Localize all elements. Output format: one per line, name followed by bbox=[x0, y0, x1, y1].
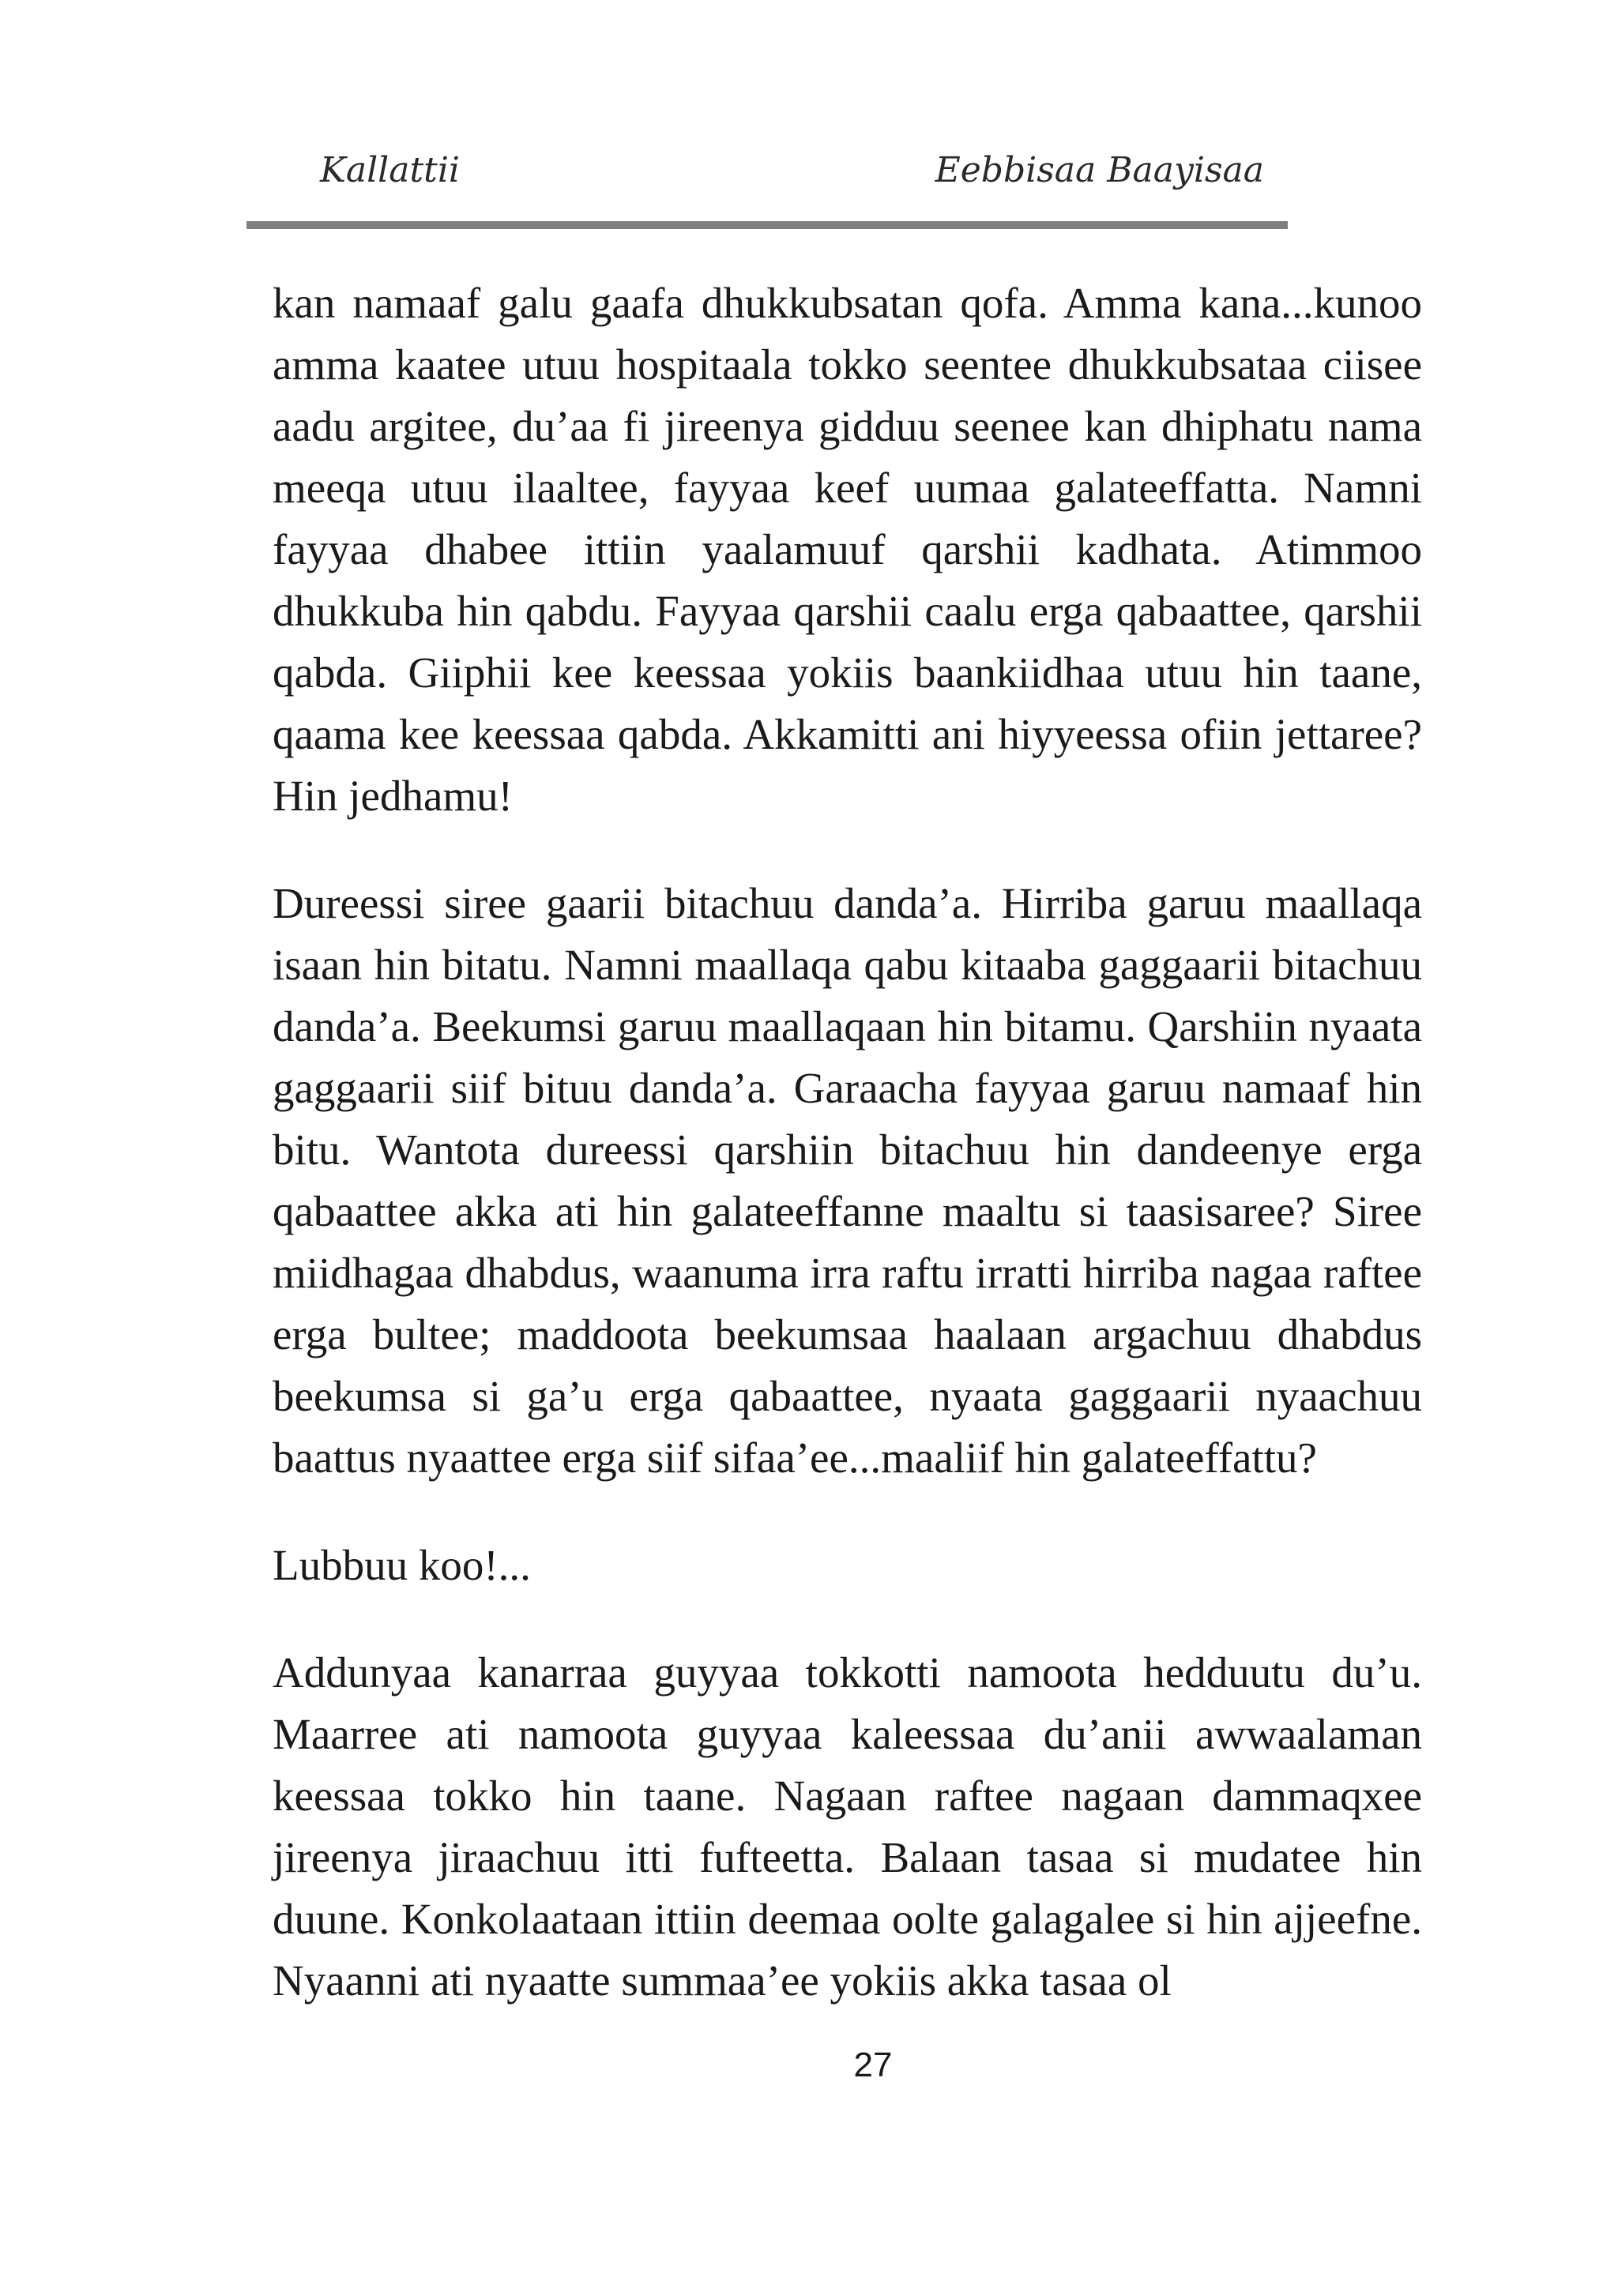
paragraph-4: Addunyaa kanarraa guyyaa tokkotti namoota hedduutu du’u. Maarree ati namoota guyyaa kaleessaa du’anii awwaalaman keessaa tokko hin taane. Nagaan raftee nagaan dammaqxee jireenya jiraachuu itti fufteetta. Balaan tasaa si mudatee hin duune. Konkolaataan ittiin deemaa oolte galagalee si hin ajjeefne. Nyaanni ati nyaatte summaa’ee yokiis akka tasaa ol bbox=[273, 1648, 1422, 2005]
paragraph-1: kan namaaf galu gaafa dhukkubsatan qofa. Amma kana...kunoo amma kaatee utuu hospitaala tokko seentee dhukkubsataa ciisee aadu argitee, du’aa fi jireenya gidduu seenee kan dhiphatu nama meeqa utuu ilaaltee, fayyaa keef uumaa galateeffatta. Namni fayyaa dhabee ittiin yaalamuuf qarshii kadhata. Atimmoo dhukkuba hin qabdu. Fayyaa qarshii caalu erga qabaattee, qarshii qabda. Giiphii kee keessaa yokiis baankiidhaa utuu hin taane, qaama kee keessaa qabda. Akkamitti ani hiyyeessa ofiin jettaree? Hin jedhamu! bbox=[273, 279, 1422, 820]
paragraph-3: Lubbuu koo!... bbox=[273, 1541, 531, 1589]
page-body bbox=[273, 272, 1422, 2057]
header-author: Eebbisaa Baayisaa bbox=[935, 150, 1264, 190]
page-number: 27 bbox=[853, 2046, 893, 2084]
running-header bbox=[320, 150, 1264, 197]
paragraph-2: Dureessi siree gaarii bitachuu danda’a. Hirriba garuu maallaqa isaan hin bitatu. Namni maallaqa qabu kitaaba gaggaarii bitachuu danda’a. Beekumsi garuu maallaqaan hin bitamu. Qarshiin nyaata gaggaarii siif bituu danda’a. Garaacha fayyaa garuu namaaf hin bitu. Wantota dureessi qarshiin bitachuu hin dandeenye erga qabaattee akka ati hin galateeffanne maaltu si taasisaree? Siree miidhagaa dhabdus, waanuma irra raftu irratti hirriba nagaa raftee erga bultee; maddoota beekumsaa haalaan argachuu dhabdus beekumsa si ga’u erga qabaattee, nyaata gaggaarii nyaachuu baattus nyaattee erga siif sifaa’ee...maaliif hin galateeffattu? bbox=[273, 879, 1422, 1482]
header-divider bbox=[246, 221, 1288, 229]
header-title: Kallattii bbox=[320, 150, 460, 190]
